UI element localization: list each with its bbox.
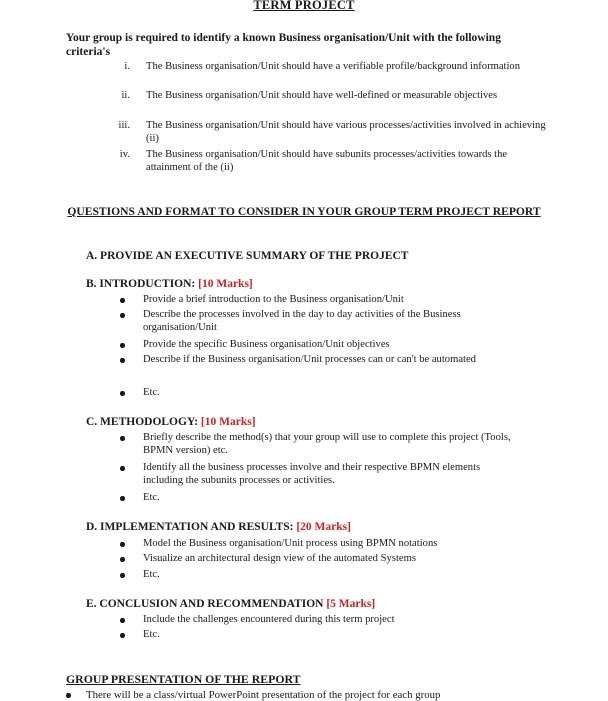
list-text: Etc. — [143, 569, 160, 580]
list-text: Identify all the business processes involve and their respective BPMN elements including the subunits processes or activities. — [143, 462, 481, 486]
list-text: Include the challenges encountered during this term project — [143, 614, 395, 625]
section-d-heading — [86, 520, 351, 534]
intro-paragraph: Your group is required to identify a known Business organisation/Unit with the following criteria's — [66, 32, 501, 58]
section-e-heading — [86, 597, 375, 611]
page-title: TERM PROJECT — [253, 0, 355, 12]
bullet-icon — [120, 313, 125, 318]
questions-heading: QUESTIONS AND FORMAT TO CONSIDER IN YOUR GROUP TERM PROJECT REPORT — [67, 205, 541, 218]
bullet-icon — [120, 557, 125, 562]
list-text: Etc. — [143, 387, 160, 398]
bullet-icon — [120, 633, 125, 638]
bullet-icon — [66, 693, 71, 698]
marks-badge: [20 Marks] — [296, 521, 351, 533]
list-number: ii. — [121, 90, 130, 101]
section-label: D. IMPLEMENTATION AND RESULTS: — [86, 521, 294, 533]
list-text: The Business organisation/Unit should have various processes/activities involved in achieving (ii) — [146, 120, 546, 144]
bullet-icon — [120, 573, 125, 578]
bullet-icon — [120, 298, 125, 303]
list-text: Model the Business organisation/Unit process using BPMN notations — [143, 538, 438, 549]
list-text: Provide the specific Business organisation/Unit objectives — [143, 339, 390, 350]
bullet-icon — [120, 391, 125, 396]
list-text: Describe the processes involved in the day to day activities of the Business organisation/Unit — [143, 309, 461, 333]
list-text: Etc. — [143, 492, 160, 503]
bullet-icon — [120, 436, 125, 441]
list-number: iii. — [118, 120, 130, 131]
list-text: Provide a brief introduction to the Business organisation/Unit — [143, 294, 404, 305]
list-text: There will be a class/virtual PowerPoint presentation of the project for each group — [86, 689, 441, 701]
list-text: The Business organisation/Unit should have a verifiable profile/background information — [146, 61, 521, 72]
bullet-icon — [120, 618, 125, 623]
list-text: The Business organisation/Unit should have well-defined or measurable objectives — [146, 90, 498, 101]
bullet-icon — [120, 496, 125, 501]
bullet-icon — [120, 542, 125, 547]
list-text: Briefly describe the method(s) that your group will use to complete this project (Tools, BPMN version) etc. — [143, 432, 511, 456]
list-number: iv. — [119, 149, 130, 160]
marks-badge: [10 Marks] — [198, 278, 253, 290]
list-text: The Business organisation/Unit should have subunits processes/activities towards the attainment of the (ii) — [146, 149, 508, 173]
section-label: A. PROVIDE AN EXECUTIVE SUMMARY OF THE PROJECT — [86, 250, 409, 262]
list-text: Etc. — [143, 629, 160, 640]
section-label: C. METHODOLOGY: — [86, 416, 199, 428]
section-b-heading — [86, 277, 253, 291]
marks-badge: [5 Marks] — [326, 598, 376, 610]
section-a-heading — [86, 249, 408, 263]
section-c-heading — [86, 415, 256, 429]
list-text: Visualize an architectural design view of the automated Systems — [143, 553, 416, 564]
list-text: Describe if the Business organisation/Unit processes can or can't be automated — [143, 354, 476, 365]
bullet-icon — [120, 343, 125, 348]
section-label: E. CONCLUSION AND RECOMMENDATION — [86, 598, 324, 610]
group-presentation-heading: GROUP PRESENTATION OF THE REPORT — [66, 672, 301, 686]
bullet-icon — [120, 466, 125, 471]
list-number: i. — [124, 61, 130, 72]
marks-badge: [10 Marks] — [200, 416, 256, 428]
bullet-icon — [120, 358, 125, 363]
section-label: B. INTRODUCTION: — [86, 278, 196, 290]
